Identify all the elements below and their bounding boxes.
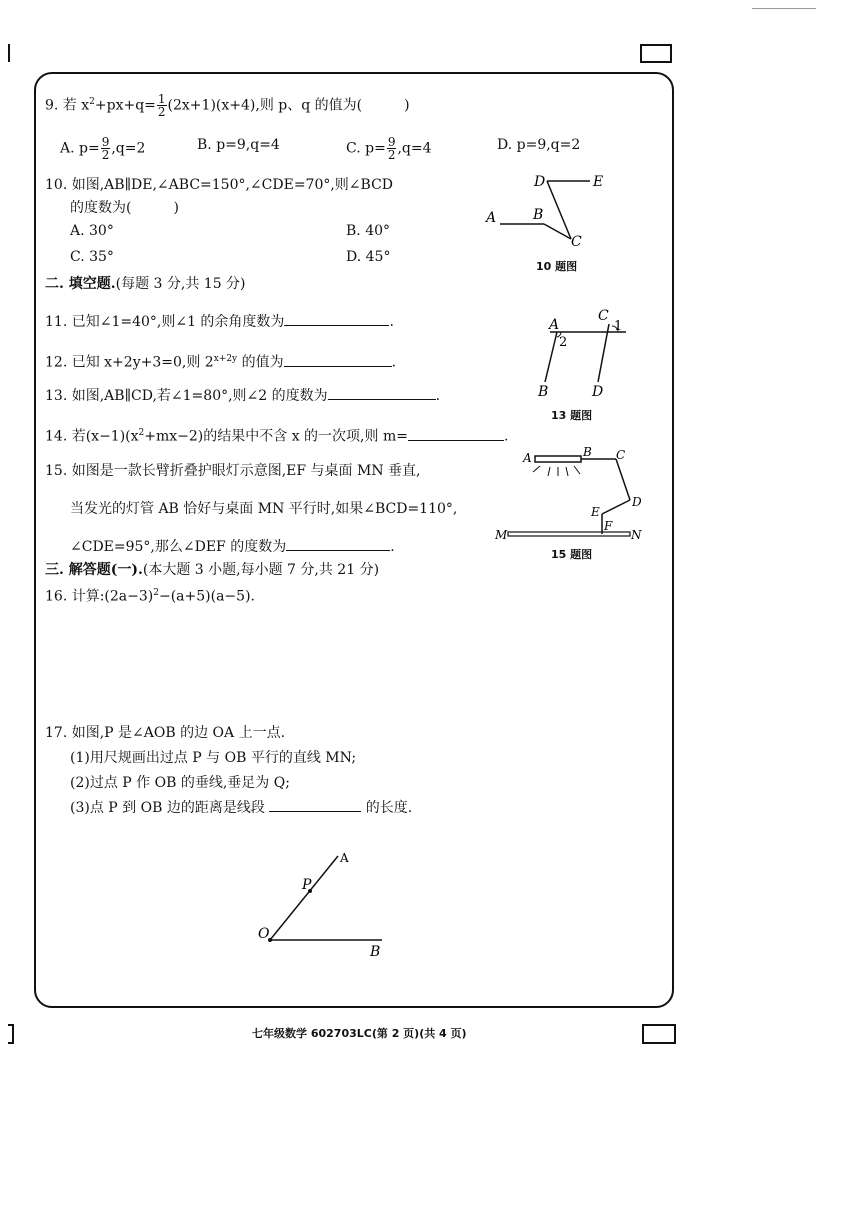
q13-figure (528, 304, 638, 404)
q15-answer-blank[interactable] (286, 538, 390, 551)
q17-label-b: B (370, 944, 381, 960)
scan-mark-top-right (752, 8, 816, 9)
q17-question-line3: (2)过点 P 作 OB 的垂线,垂足为 Q; (70, 775, 290, 791)
q17-label-o: O (258, 926, 270, 942)
q15-question-line3: ∠CDE=95°,那么∠DEF 的度数为 . (70, 539, 395, 555)
corner-box-bottom (642, 1024, 676, 1044)
q10-question-line2: 的度数为( ) (70, 200, 179, 216)
q10-label-c: C (571, 234, 582, 250)
q13-figure-caption: 13 题图 (551, 409, 593, 422)
q13-answer-blank[interactable] (328, 387, 436, 400)
q15-label-b: B (583, 445, 592, 459)
section3-heading: 三. 解答题(一).(本大题 3 小题,每小题 7 分,共 21 分) (45, 562, 380, 578)
q11-answer-blank[interactable] (284, 313, 389, 326)
q13-label-d: D (592, 384, 604, 400)
q12-question: 12. 已知 x+2y+3=0,则 $2^{x+2y}$ 的值为 . (45, 354, 397, 371)
scan-mark-left (8, 44, 10, 62)
q13-question: 13. 如图,AB∥CD,若∠1=80°,则∠2 的度数为 . (45, 388, 441, 404)
scan-mark-bracket (8, 1024, 14, 1044)
q10-label-d: D (534, 174, 546, 190)
q9-option-b: B. p=9,q=4 (197, 137, 280, 153)
q10-label-e: E (593, 174, 604, 190)
q11-question: 11. 已知∠1=40°,则∠1 的余角度数为 . (45, 314, 394, 330)
q13-label-1: 1 (614, 319, 623, 334)
q13-label-2: 2 (559, 335, 568, 350)
q12-answer-blank[interactable] (284, 354, 392, 367)
q9-option-d: D. p=9,q=2 (497, 137, 581, 153)
q17-figure (250, 846, 400, 961)
q10-option-b: B. 40° (346, 223, 391, 239)
q17-answer-blank[interactable] (269, 799, 361, 812)
q15-label-d: D (632, 495, 642, 509)
q13-label-b: B (538, 384, 549, 400)
q10-label-a: A (486, 210, 497, 226)
q10-option-a: A. 30° (70, 223, 114, 239)
q13-label-a: A (549, 317, 560, 333)
q15-label-c: C (616, 448, 626, 462)
q9-option-c: C. p= $\frac{9}{2}$ ,q=4 (346, 135, 432, 162)
q17-question-line1: 17. 如图,P 是∠AOB 的边 OA 上一点. (45, 725, 286, 741)
q10-option-d: D. 45° (346, 249, 391, 265)
corner-box-top (640, 44, 672, 63)
q10-figure (480, 168, 620, 258)
q15-figure (490, 444, 650, 544)
q15-label-n: N (631, 528, 642, 542)
q10-option-c: C. 35° (70, 249, 114, 265)
q15-question-line1: 15. 如图是一款长臂折叠护眼灯示意图,EF 与桌面 MN 垂直, (45, 463, 421, 479)
q17-label-p: P (302, 877, 312, 893)
q15-question-line2: 当发光的灯管 AB 恰好与桌面 MN 平行时,如果∠BCD=110°, (70, 501, 458, 517)
q14-answer-blank[interactable] (408, 428, 504, 441)
q9-half-fraction: $\frac{1}{2}$ (157, 92, 166, 120)
q14-question: 14. 若$(x-1)(x^2+mx-2)$的结果中不含 x 的一次项,则 m= . (45, 428, 509, 445)
q17-question-line2: (1)用尺规画出过点 P 与 OB 平行的直线 MN; (70, 750, 357, 766)
q9-question: 9. 若 $x^2+px+q=$ $\frac{1}{2}$ (2x+1)(x+4),则 p、q 的值为( ) (45, 92, 410, 120)
q13-label-c: C (598, 308, 609, 324)
q15-label-a: A (523, 451, 532, 465)
section2-heading: 二. 填空题.(每题 3 分,共 15 分) (45, 276, 246, 292)
q10-question-line1: 10. 如图,AB∥DE,∠ABC=150°,∠CDE=70°,则∠BCD (45, 177, 394, 193)
q9-option-a: A. p= $\frac{9}{2}$ ,q=2 (60, 135, 146, 162)
q15-label-f: F (604, 519, 613, 533)
q10-label-b: B (533, 207, 544, 223)
page-footer: 七年级数学 602703LC(第 2 页)(共 4 页) (252, 1027, 467, 1040)
q17-question-line4: (3)点 P 到 OB 边的距离是线段 的长度. (70, 800, 413, 816)
q15-label-e: E (591, 505, 600, 519)
q16-question: 16. 计算$:(2a-3)^2-(a+5)(a-5)$. (45, 588, 255, 605)
q15-figure-caption: 15 题图 (551, 548, 593, 561)
q10-figure-caption: 10 题图 (536, 260, 578, 273)
q15-label-m: M (495, 528, 508, 542)
q17-label-a: A (340, 851, 349, 865)
